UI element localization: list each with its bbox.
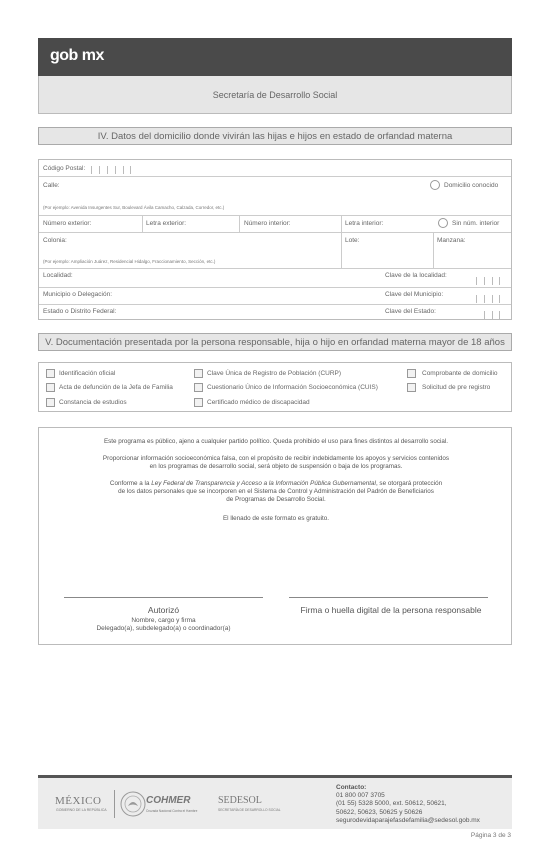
localidad-label: Localidad: bbox=[43, 272, 73, 279]
section-iv-title-text: IV. Datos del domicilio donde vivirán las hijas e hijos en estado de orfandad materna bbox=[97, 130, 453, 142]
doc-checkbox[interactable] bbox=[407, 383, 416, 392]
doc-label: Identificación oficial bbox=[59, 370, 116, 377]
gobmx-logo: gob mx bbox=[50, 47, 104, 64]
section-iv-title bbox=[38, 127, 512, 145]
autorizo-title: Autorizó bbox=[147, 605, 180, 615]
notice-transparency-1: Conforme a la Ley Federal de Transparencia y Acceso a la Información Pública Gubernamental, se otorgará protección bbox=[109, 480, 443, 487]
codigo-postal-field[interactable] bbox=[91, 166, 131, 174]
contact-phone-2: (01 55) 5328 5000, ext. 50612, 50621, bbox=[336, 800, 447, 808]
domicilio-conocido-label: Domicilio conocido bbox=[444, 182, 499, 189]
page-number: Página 3 de 3 bbox=[470, 832, 511, 839]
section-v-title bbox=[38, 333, 512, 351]
notice-false-info-1: Proporcionar información socioeconómica falsa, con el propósito de recibir indebidamente los apoyos y servicios contenidos bbox=[102, 455, 450, 462]
doc-checkbox[interactable] bbox=[407, 369, 416, 378]
documents-box bbox=[38, 362, 512, 412]
doc-label: Cuestionario Único de Información Socioeconómica (CUIS) bbox=[207, 384, 378, 391]
contact-phone-3: 50622, 50623, 50625 y 50626 bbox=[336, 808, 423, 816]
secretaria-name: Secretaría de Desarrollo Social bbox=[212, 89, 338, 100]
calle-label: Calle: bbox=[43, 182, 60, 189]
doc-checkbox[interactable] bbox=[46, 369, 55, 378]
cohmer-logo: COHMER bbox=[146, 795, 191, 806]
notice-public: Este programa es público, ajeno a cualquier partido político. Queda prohibido el uso para fines distintos al desarrollo social. bbox=[103, 438, 449, 445]
contact-title: Contacto: bbox=[336, 784, 367, 791]
doc-checkbox[interactable] bbox=[46, 383, 55, 392]
clave-estado-label: Clave del Estado: bbox=[385, 308, 436, 315]
notice-transparency-2: de los datos personales que se incorporen en el Sistema de Control y Administración del Padrón de Beneficiarios bbox=[118, 488, 434, 495]
notice-transparency-3: de Programas de Desarrollo Social. bbox=[226, 496, 326, 503]
notice-box bbox=[38, 427, 512, 645]
sin-num-interior-label: Sin núm. interior bbox=[452, 220, 500, 227]
autorizo-signature-line bbox=[64, 597, 263, 598]
estado-label: Estado o Distrito Federal: bbox=[43, 308, 117, 315]
doc-label: Comprobante de domicilio bbox=[422, 370, 498, 377]
autorizo-sub-2: Delegado(a), subdelegado(a) o coordinador(a) bbox=[96, 625, 231, 632]
codigo-postal-label: Código Postal: bbox=[43, 165, 86, 172]
address-form bbox=[38, 159, 512, 320]
colonia-ejemplo: (Por ejemplo: Ampliación Juárez, Residencial Hidalgo, Fraccionamiento, Sección, etc.) bbox=[43, 259, 216, 264]
sedesol-logo: SEDESOL bbox=[218, 795, 262, 806]
autorizo-sub-1: Nombre, cargo y firma bbox=[131, 617, 196, 624]
cohmer-logo-sub: Cruzada Nacional Contra el Hambre bbox=[146, 809, 198, 813]
doc-label: Solicitud de pre registro bbox=[422, 384, 491, 391]
mexico-logo-sub: GOBIERNO DE LA REPÚBLICA bbox=[56, 808, 107, 812]
footer bbox=[38, 775, 512, 829]
lote-label: Lote: bbox=[345, 237, 360, 244]
firma-signature-line bbox=[289, 597, 488, 598]
colonia-label: Colonia: bbox=[43, 237, 67, 244]
notice-false-info-2: en los programas de desarrollo social, será objeto de suspensión o baja de los programas. bbox=[149, 463, 403, 470]
firma-title: Firma o huella digital de la persona responsable bbox=[300, 605, 482, 615]
domicilio-conocido-radio[interactable] bbox=[430, 180, 440, 190]
doc-checkbox[interactable] bbox=[194, 398, 203, 407]
mexico-logo: MÉXICO bbox=[55, 795, 102, 807]
doc-checkbox[interactable] bbox=[194, 369, 203, 378]
sedesol-logo-sub: SECRETARÍA DE DESARROLLO SOCIAL bbox=[218, 808, 281, 812]
manzana-label: Manzana: bbox=[437, 237, 466, 244]
doc-label: Clave Única de Registro de Población (CURP) bbox=[207, 370, 342, 377]
header-bar bbox=[38, 38, 512, 76]
clave-municipio-field[interactable] bbox=[476, 295, 500, 303]
municipio-label: Municipio o Delegación: bbox=[43, 291, 113, 298]
contact-phone-1: 01 800 007 3705 bbox=[336, 792, 385, 800]
doc-label: Acta de defunción de la Jefa de Familia bbox=[59, 384, 173, 391]
doc-label: Certificado médico de discapacidad bbox=[207, 399, 310, 406]
clave-localidad-field[interactable] bbox=[476, 277, 500, 285]
numero-interior-label: Número interior: bbox=[244, 220, 291, 227]
clave-municipio-label: Clave del Municipio: bbox=[385, 291, 444, 298]
secretaria-banner bbox=[38, 76, 512, 114]
doc-checkbox[interactable] bbox=[46, 398, 55, 407]
sin-num-interior-radio[interactable] bbox=[438, 218, 448, 228]
notice-free: El llenado de este formato es gratuito. bbox=[222, 515, 330, 522]
numero-exterior-label: Número exterior: bbox=[43, 220, 92, 227]
doc-label: Constancia de estudios bbox=[59, 399, 127, 406]
letra-interior-label: Letra interior: bbox=[345, 220, 384, 227]
contact-email[interactable]: segurodevidaparajefasdefamilia@sedesol.gob.mx bbox=[336, 816, 480, 824]
clave-localidad-label: Clave de la localidad: bbox=[385, 272, 447, 279]
contact-block bbox=[336, 784, 480, 825]
clave-estado-field[interactable] bbox=[484, 311, 500, 319]
doc-checkbox[interactable] bbox=[194, 383, 203, 392]
footer-divider bbox=[114, 790, 115, 818]
calle-ejemplo: (Por ejemplo: Avenida Insurgentes Sur, Boulevard Ávila Camacho, Calzada, Corredor, etc.) bbox=[43, 205, 225, 210]
section-v-title-text: V. Documentación presentada por la persona responsable, hija o hijo en orfandad materna mayor de 18 años bbox=[45, 336, 505, 348]
eagle-seal-icon bbox=[120, 790, 146, 818]
letra-exterior-label: Letra exterior: bbox=[146, 220, 187, 227]
